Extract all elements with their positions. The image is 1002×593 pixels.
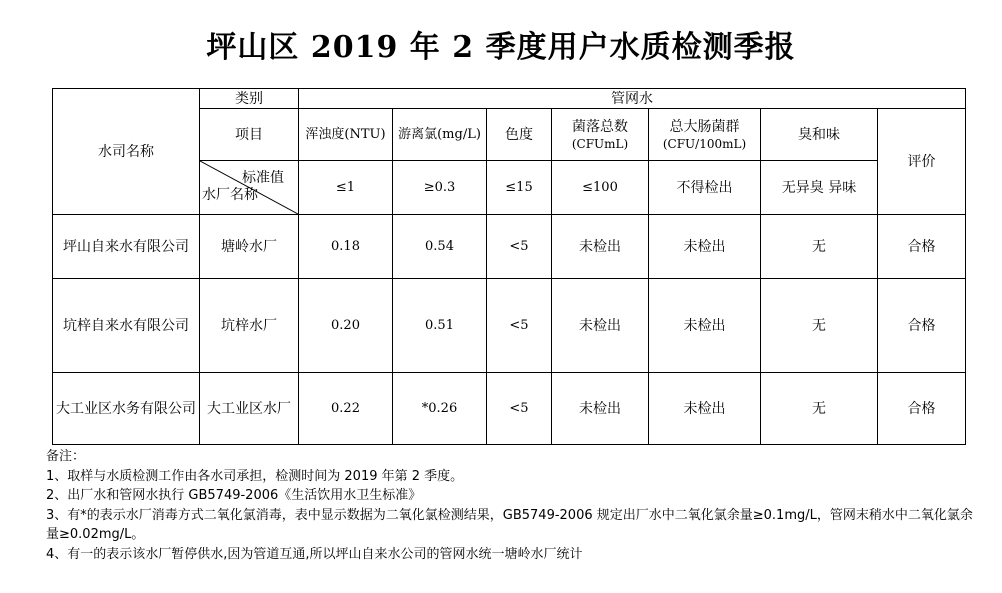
value-evaluation: 合格 bbox=[878, 215, 966, 279]
item-coliform bbox=[649, 109, 761, 161]
item-colony-name: 菌落总数 bbox=[572, 118, 628, 135]
item-colony-count bbox=[552, 109, 649, 161]
value-color: <5 bbox=[487, 279, 552, 373]
plant-name: 塘岭水厂 bbox=[200, 215, 299, 279]
value-turbidity: 0.22 bbox=[299, 373, 393, 445]
evaluation-header: 评价 bbox=[878, 109, 966, 215]
item-coliform-unit: (CFU/100mL) bbox=[662, 136, 747, 151]
category-value: 管网水 bbox=[299, 89, 966, 109]
value-turbidity: 0.18 bbox=[299, 215, 393, 279]
company-name: 坪山自来水有限公司 bbox=[53, 215, 200, 279]
item-color: 色度 bbox=[487, 109, 552, 161]
note-item: 3、有*的表示水厂消毒方式二氧化氯消毒，表中显示数据为二氧化氯检测结果，GB5749-2006 规定出厂水中二氧化氯余量≥0.1mg/L，管网末稍水中二氧化氯余量≥0.02mg/L。 bbox=[46, 507, 973, 542]
value-colony-count: 未检出 bbox=[552, 215, 649, 279]
diagonal-header-cell bbox=[200, 161, 299, 215]
value-coliform: 未检出 bbox=[649, 279, 761, 373]
item-odor: 臭和味 bbox=[761, 109, 878, 161]
note-item: 1、取样与水质检测工作由各水司承担，检测时间为 2019 年第 2 季度。 bbox=[46, 468, 464, 484]
table-row bbox=[53, 373, 966, 445]
value-free-chlorine: 0.54 bbox=[393, 215, 487, 279]
standard-color: ≤15 bbox=[487, 161, 552, 215]
value-free-chlorine: *0.26 bbox=[393, 373, 487, 445]
standard-odor: 无异臭 异味 bbox=[761, 161, 878, 215]
note-item: 2、出厂水和管网水执行 GB5749-2006《生活饮用水卫生标准》 bbox=[46, 488, 422, 503]
item-turbidity: 浑浊度(NTU) bbox=[299, 109, 393, 161]
value-odor: 无 bbox=[761, 215, 878, 279]
value-free-chlorine: 0.51 bbox=[393, 279, 487, 373]
value-color: <5 bbox=[487, 373, 552, 445]
company-name: 坑梓自来水有限公司 bbox=[53, 279, 200, 373]
value-colony-count: 未检出 bbox=[552, 373, 649, 445]
value-coliform: 未检出 bbox=[649, 215, 761, 279]
standard-turbidity: ≤1 bbox=[299, 161, 393, 215]
report-title: 坪山区 2019 年 2 季度用户水质检测季报 bbox=[206, 30, 796, 65]
value-turbidity: 0.20 bbox=[299, 279, 393, 373]
item-colony-unit: (CFUmL) bbox=[571, 136, 629, 151]
table-row bbox=[53, 279, 966, 373]
water-quality-table bbox=[52, 88, 966, 445]
value-evaluation: 合格 bbox=[878, 279, 966, 373]
note-item: 4、有一的表示该水厂暂停供水,因为管道互通,所以坪山自来水公司的管网水统一塘岭水厂统计 bbox=[46, 546, 583, 562]
notes-heading: 备注： bbox=[46, 449, 86, 464]
item-label: 项目 bbox=[200, 109, 299, 161]
value-color: <5 bbox=[487, 215, 552, 279]
company-name: 大工业区水务有限公司 bbox=[53, 373, 200, 445]
value-colony-count: 未检出 bbox=[552, 279, 649, 373]
plant-label: 水厂名称 bbox=[202, 187, 258, 203]
value-evaluation: 合格 bbox=[878, 373, 966, 445]
plant-name: 坑梓水厂 bbox=[200, 279, 299, 373]
value-odor: 无 bbox=[761, 279, 878, 373]
item-coliform-name: 总大肠菌群 bbox=[669, 118, 740, 135]
standard-coliform: 不得检出 bbox=[649, 161, 761, 215]
value-odor: 无 bbox=[761, 373, 878, 445]
category-label: 类别 bbox=[200, 89, 299, 109]
notes-section bbox=[46, 447, 976, 564]
standard-colony-count: ≤100 bbox=[552, 161, 649, 215]
company-header: 水司名称 bbox=[53, 89, 200, 215]
standard-label: 标准值 bbox=[242, 170, 284, 186]
value-coliform: 未检出 bbox=[649, 373, 761, 445]
table-row bbox=[53, 215, 966, 279]
plant-name: 大工业区水厂 bbox=[200, 373, 299, 445]
standard-free-chlorine: ≥0.3 bbox=[393, 161, 487, 215]
item-free-chlorine: 游离氯(mg/L) bbox=[393, 109, 487, 161]
